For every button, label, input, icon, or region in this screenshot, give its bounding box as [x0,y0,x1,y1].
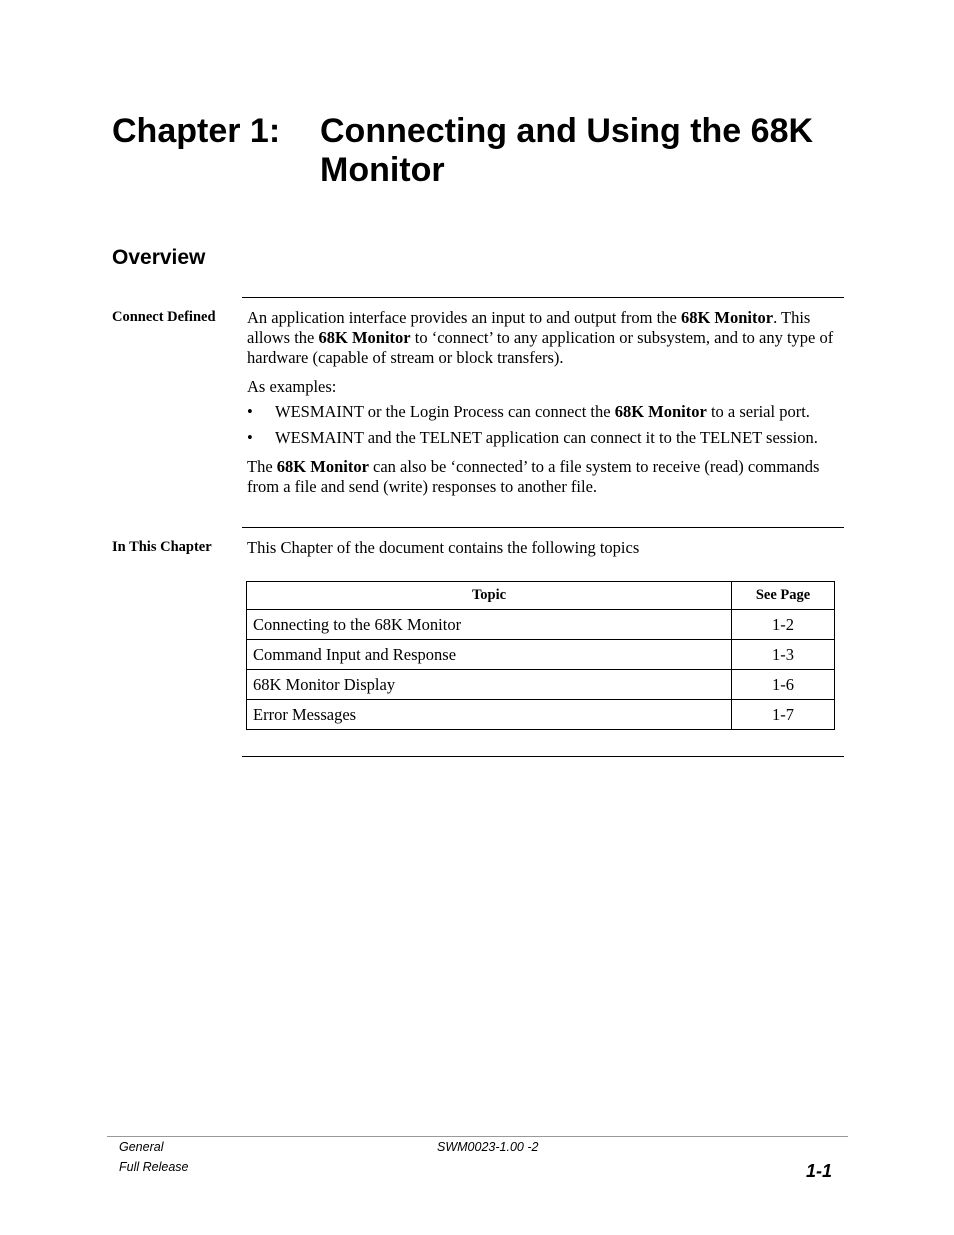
file-system-paragraph: The 68K Monitor can also be ‘connected’ to a file system to receive (read) commands from a file and send (write) responses to another file. [247,457,820,496]
table-row [247,640,835,670]
table-header-row [247,582,835,610]
section-heading: Overview [112,246,206,269]
bullet-icon: • [247,428,253,447]
divider-bottom [242,756,844,757]
footer-left-line2: Full Release [119,1160,189,1174]
page-cell: 1-2 [732,610,835,640]
examples-intro: As examples: [247,377,337,396]
table-row [247,610,835,640]
list-item: • WESMAINT and the TELNET application can connect it to the TELNET session. [247,428,818,447]
chapter-number: Chapter 1: [112,112,281,150]
topic-cell: Connecting to the 68K Monitor [247,610,732,640]
footer-left-line1: General [119,1140,164,1154]
connect-defined-paragraph: An application interface provides an input to and output from the 68K Monitor. This allows the 68K Monitor to ‘connect’ to any application or subsystem, and to any type of hardware (capable of stream or block transfers). [247,308,834,367]
column-header-see-page: See Page [732,582,835,610]
connect-defined-block [247,308,839,497]
footer-divider [107,1136,848,1137]
examples-list [247,402,839,448]
topic-cell: 68K Monitor Display [247,670,732,700]
side-heading-connect-defined: Connect Defined [112,309,216,325]
table-row [247,700,835,730]
page-cell: 1-6 [732,670,835,700]
page-number: 1-1 [806,1161,833,1181]
column-header-topic: Topic [247,582,732,610]
page-cell: 1-3 [732,640,835,670]
page-cell: 1-7 [732,700,835,730]
table-row [247,670,835,700]
in-this-chapter-intro: This Chapter of the document contains the following topics [247,538,640,557]
footer-doc-id: SWM0023-1.00 -2 [437,1140,539,1154]
topic-cell: Command Input and Response [247,640,732,670]
divider-top [242,297,844,298]
topic-cell: Error Messages [247,700,732,730]
list-item: • WESMAINT or the Login Process can connect the 68K Monitor to a serial port. [247,402,810,421]
topics-table [246,581,835,730]
divider-middle [242,527,844,528]
chapter-title: Connecting and Using the 68K Monitor [320,112,814,189]
bullet-icon: • [247,402,253,421]
side-heading-in-this-chapter: In This Chapter [112,539,212,555]
